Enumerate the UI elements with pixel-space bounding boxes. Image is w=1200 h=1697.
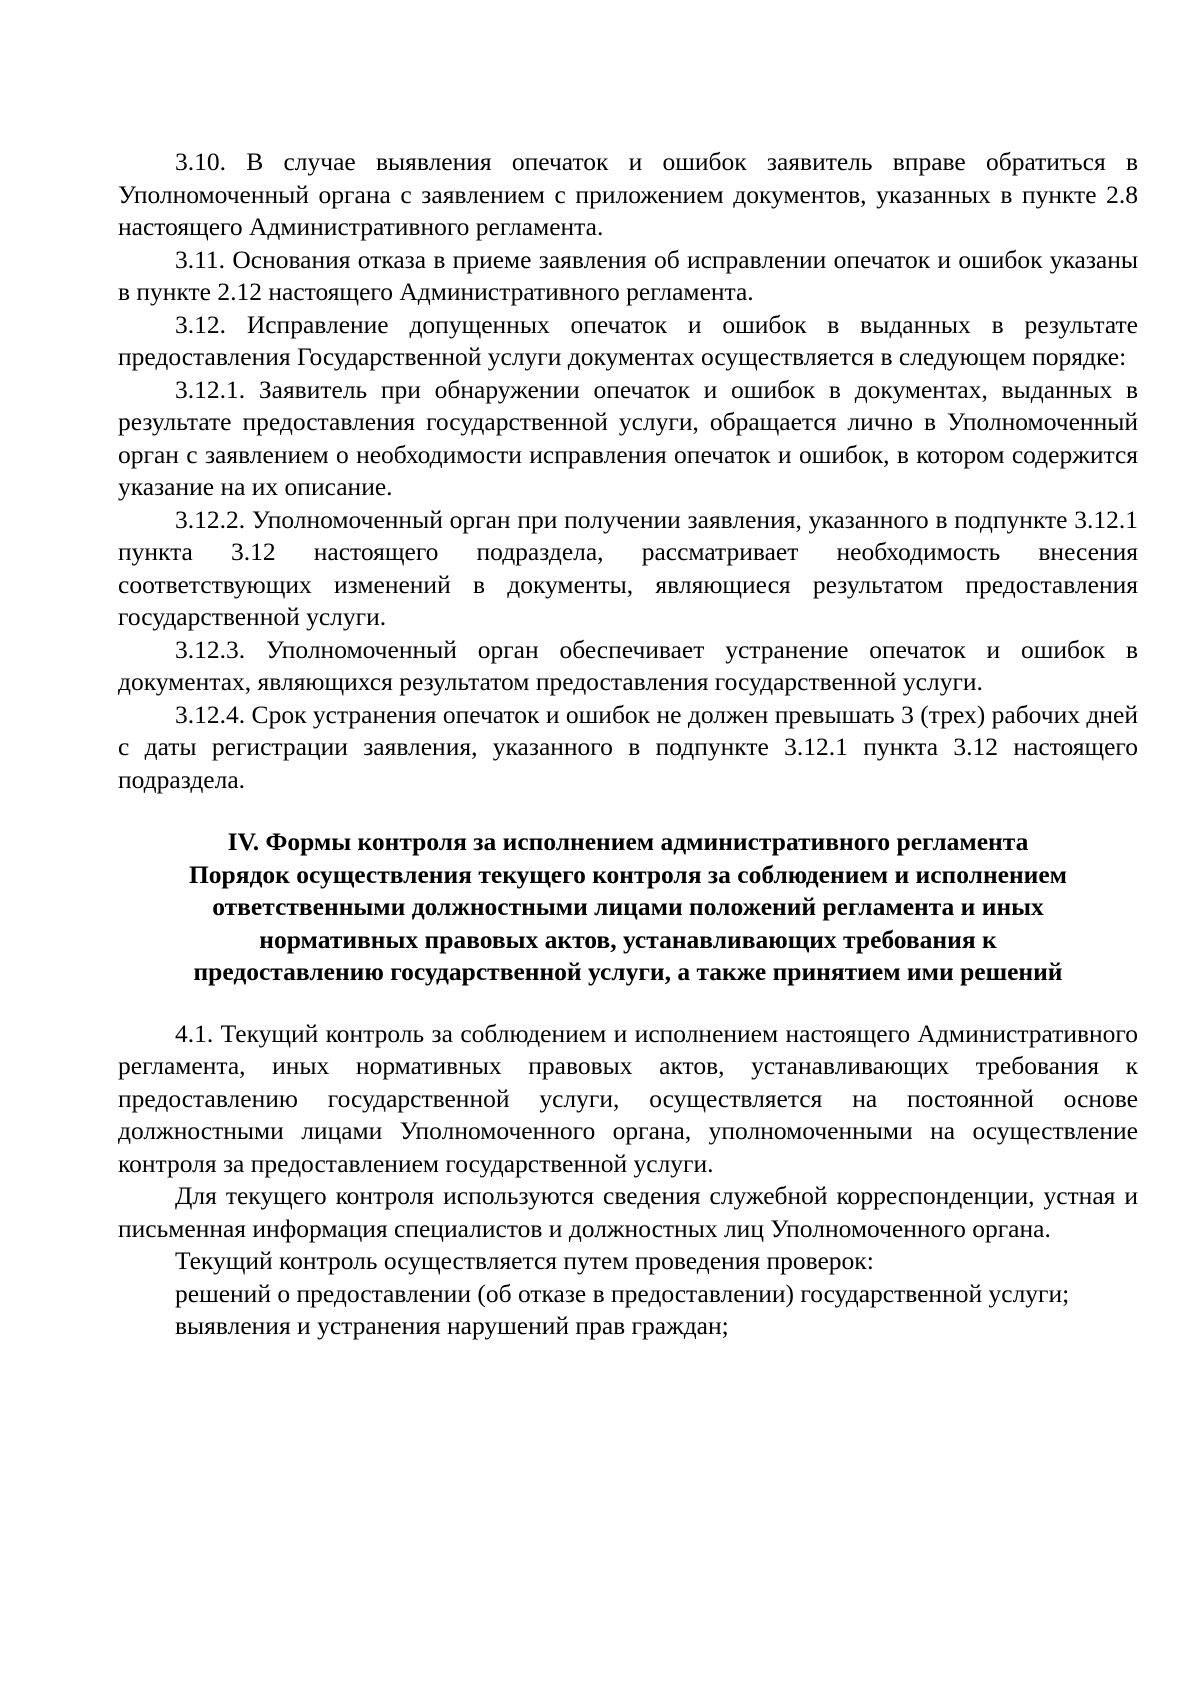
paragraph-3-11: 3.11. Основания отказа в приеме заявления об исправлении опечаток и ошибок указаны в пункте 2.12 настоящего Административного регламента. (118, 244, 1138, 306)
section-heading-line: IV. Формы контроля за исполнением административного регламента (227, 827, 1029, 856)
section-heading-line: предоставлению государственной услуги, а также принятием ими решений (193, 957, 1063, 986)
paragraph-3-10: 3.10. В случае выявления опечаток и ошибок заявитель вправе обратиться в Уполномоченный органа с заявлением с приложением документов, указанных в пункте 2.8 настоящего Административного регламента. (118, 147, 1138, 241)
section-heading-line: Порядок осуществления текущего контроля за соблюдением и исполнением (188, 859, 1068, 889)
paragraph-4-1: 4.1. Текущий контроль за соблюдением и исполнением настоящего Административного регламента, иных нормативных правовых актов, устанавливающих требования к предоставлению государственной услуги, осуществляется на постоянной основе должностными лицами Уполномоченного органа, уполномоченными на осуществление контроля за предоставлением государственной услуги. (118, 1018, 1138, 1178)
paragraph-control-checks: Текущий контроль осуществляется путем проведения проверок: (175, 1246, 874, 1275)
paragraph-3-12-1: 3.12.1. Заявитель при обнаружении опечаток и ошибок в документах, выданных в результате предоставления государственной услуги, обращается лично в Уполномоченный орган с заявлением о необходимости исправления опечаток и ошибок, в котором содержится указание на их описание. (118, 374, 1138, 501)
paragraph-control-sources: Для текущего контроля используются сведения служебной корреспонденции, устная и письменная информация специалистов и должностных лиц Уполномоченного органа. (118, 1181, 1138, 1243)
paragraph-check-violations: выявления и устранения нарушений прав граждан; (175, 1311, 729, 1340)
section-heading (118, 826, 1138, 989)
paragraph-3-12-2: 3.12.2. Уполномоченный орган при получении заявления, указанного в подпункте 3.12.1 пункта 3.12 настоящего подраздела, рассматривает необходимость внесения соответствующих изменений в документы, являющиеся результатом предоставления государственной услуги. (118, 504, 1138, 631)
section-heading-line: нормативных правовых актов, устанавливающих требования к (259, 924, 997, 954)
paragraph-3-12-4: 3.12.4. Срок устранения опечаток и ошибок не должен превышать 3 (трех) рабочих дней с даты регистрации заявления, указанного в подпункте 3.12.1 пункта 3.12 настоящего подраздела. (118, 699, 1138, 794)
section-heading-line: ответственными должностными лицами положений регламента и иных (212, 892, 1044, 921)
paragraph-check-decisions: решений о предоставлении (об отказе в предоставлении) государственной услуги; (175, 1278, 1070, 1308)
document-body (118, 146, 1138, 1343)
paragraph-3-12: 3.12. Исправление допущенных опечаток и ошибок в выданных в результате предоставления Государственной услуги документах осуществляется в следующем порядке: (118, 309, 1138, 371)
paragraph-3-12-3: 3.12.3. Уполномоченный орган обеспечивает устранение опечаток и ошибок в документах, являющихся результатом предоставления государственной услуги. (118, 634, 1138, 696)
